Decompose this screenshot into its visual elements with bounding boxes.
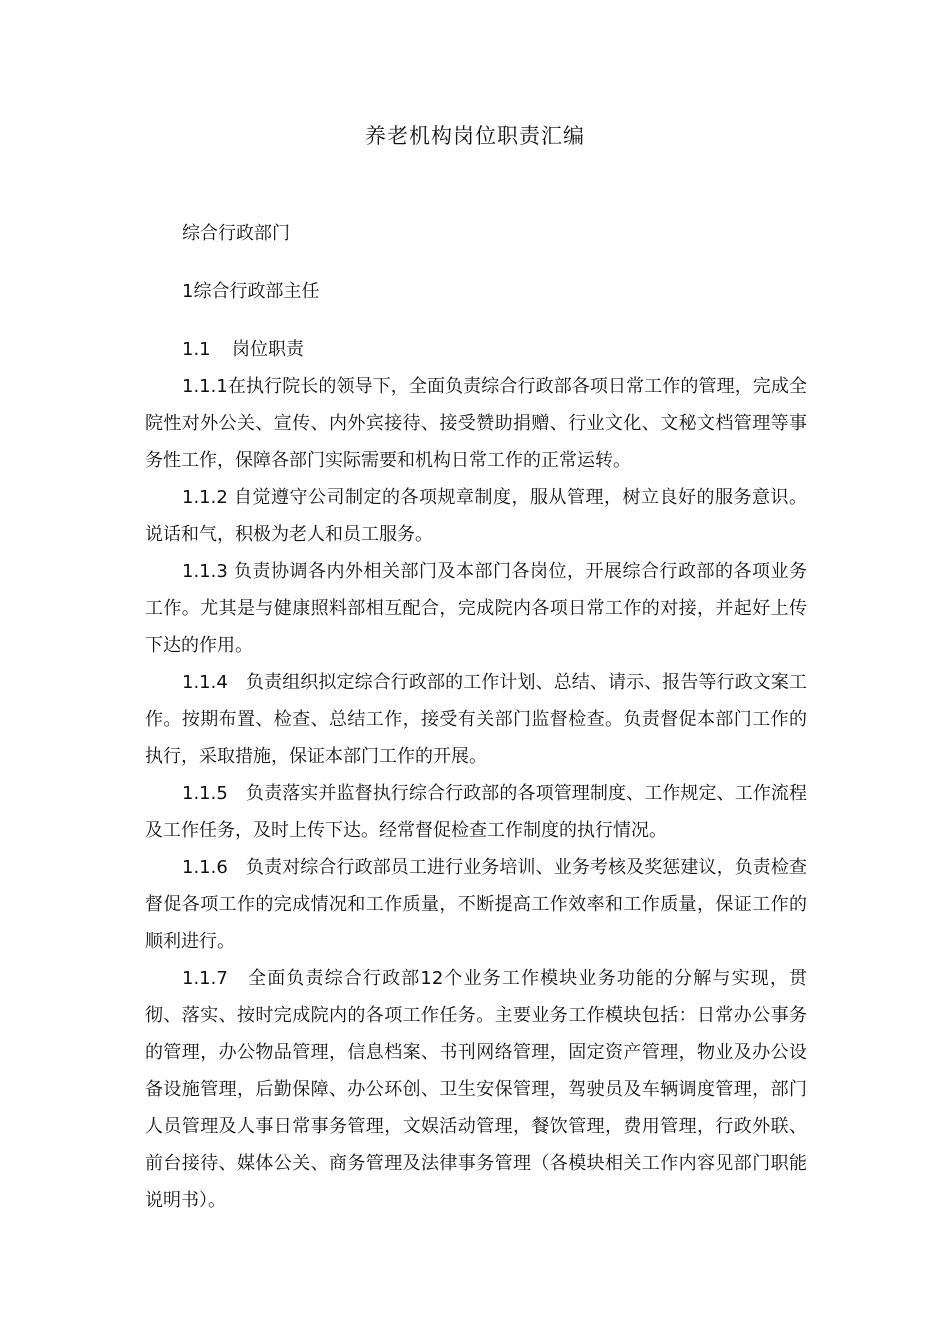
duty-paragraph-5: 1.1.5 负责落实并监督执行综合行政部的各项管理制度、工作规定、工作流程及工作任务，及时上传下达。经常督促检查工作制度的执行情况。 bbox=[145, 783, 807, 841]
duty-paragraph-1: 1.1.1在执行院长的领导下，全面负责综合行政部各项日常工作的管理，完成全院性对外公关、宣传、内外宾接待、接受赞助捐赠、行业文化、文秘文档管理等事务性工作，保障各部门实际需要和机构日常工作的正常运转。 bbox=[145, 376, 807, 471]
duty-paragraph-4: 1.1.4 负责组织拟定综合行政部的工作计划、总结、请示、报告等行政文案工作。按期布置、检查、总结工作，接受有关部门监督检查。负责督促本部门工作的执行，采取措施，保证本部门工作的开展。 bbox=[145, 672, 807, 767]
section-label: 岗位职责 bbox=[232, 339, 304, 360]
role-heading: 1综合行政部主任 bbox=[182, 281, 320, 302]
document-title: 养老机构岗位职责汇编 bbox=[365, 124, 585, 148]
duty-paragraph-3: 1.1.3 负责协调各内外相关部门及本部门各岗位，开展综合行政部的各项业务工作。尤其是与健康照料部相互配合，完成院内各项日常工作的对接，并起好上传下达的作用。 bbox=[145, 561, 807, 656]
duty-paragraph-7: 1.1.7 全面负责综合行政部12个业务工作模块业务功能的分解与实现，贯彻、落实、按时完成院内的各项工作任务。主要业务工作模块包括：日常办公事务的管理，办公物品管理，信息档案、书刊网络管理，固定资产管理，物业及办公设备设施管理，后勤保障、办公环创、卫生安保管理，驾驶员及车辆调度管理，部门人员管理及人事日常事务管理，文娱活动管理，餐饮管理，费用管理，行政外联、前台接待、媒体公关、商务管理及法律事务管理（各模块相关工作内容见部门职能说明书）。 bbox=[145, 968, 807, 1211]
duty-paragraph-2: 1.1.2 自觉遵守公司制定的各项规章制度，服从管理，树立良好的服务意识。说话和气，积极为老人和员工服务。 bbox=[145, 487, 807, 545]
department-heading: 综合行政部门 bbox=[182, 223, 290, 244]
section-number: 1.1 bbox=[182, 339, 211, 360]
duty-paragraph-6: 1.1.6 负责对综合行政部员工进行业务培训、业务考核及奖惩建议，负责检查督促各项工作的完成情况和工作质量，不断提高工作效率和工作质量，保证工作的顺利进行。 bbox=[145, 857, 807, 952]
section-heading bbox=[182, 337, 304, 363]
